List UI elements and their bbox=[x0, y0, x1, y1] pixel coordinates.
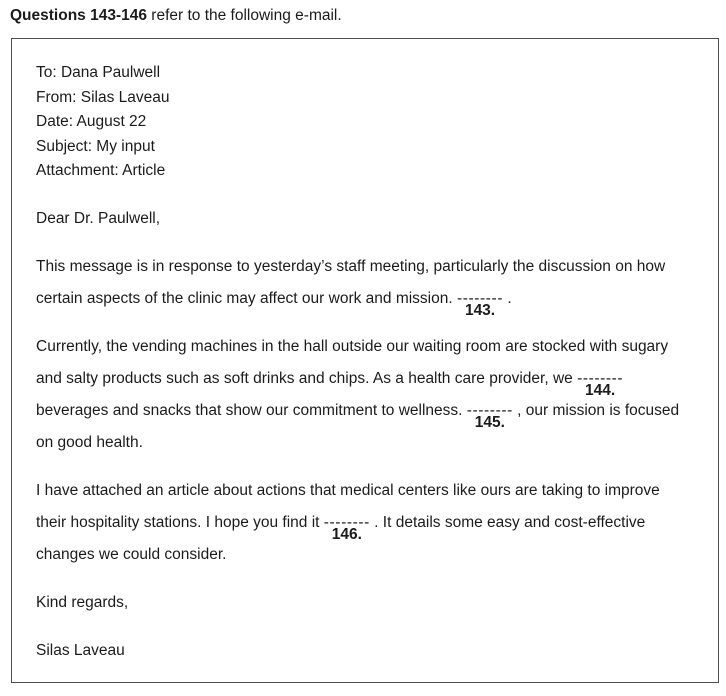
email-subject-line: Subject: My input bbox=[36, 137, 155, 155]
paragraph-2-line-2 bbox=[36, 363, 694, 399]
email-from-line: From: Silas Laveau bbox=[36, 88, 170, 106]
paragraph-1 bbox=[36, 251, 694, 319]
blank-143-dashes: -------- bbox=[456, 289, 504, 307]
closing bbox=[36, 587, 694, 619]
email-date-line: Date: August 22 bbox=[36, 113, 147, 130]
closing-line: Kind regards, bbox=[36, 593, 129, 611]
text-before-blank-146: their hospitality stations. I hope you find it bbox=[36, 513, 324, 531]
salutation bbox=[36, 203, 694, 235]
blank-145 bbox=[466, 395, 513, 431]
paragraph-1-line-2 bbox=[36, 283, 694, 319]
text-before-blank-145: beverages and snacks that show our commitment to wellness. bbox=[36, 401, 467, 419]
text-after-blank-146: . It details some easy and cost-effective bbox=[369, 513, 646, 531]
blank-146 bbox=[323, 507, 370, 543]
text-before-blank-144: and salty products such as soft drinks and chips. As a health care provider, we bbox=[36, 369, 578, 387]
paragraph-2-line-1: Currently, the vending machines in the hall outside our waiting room are stocked with sugary bbox=[36, 337, 669, 355]
paragraph-2-line-3 bbox=[36, 395, 694, 431]
paragraph-3-line-3: changes we could consider. bbox=[36, 545, 227, 563]
paragraph-1-line-1: This message is in response to yesterday’s staff meeting, particularly the discussion on how bbox=[36, 257, 666, 275]
question-number-146: 146. bbox=[331, 525, 362, 543]
question-number-143: 143. bbox=[464, 301, 496, 319]
question-instruction bbox=[10, 6, 726, 26]
signature-line: Silas Laveau bbox=[36, 641, 125, 659]
salutation-line: Dear Dr. Paulwell, bbox=[36, 209, 161, 227]
email-to-line: To: Dana Paulwell bbox=[36, 64, 161, 81]
email-box bbox=[11, 38, 719, 683]
email-attachment-line: Attachment: Article bbox=[36, 162, 166, 179]
blank-145-dashes: -------- bbox=[466, 401, 513, 419]
blank-144-dashes: -------- bbox=[577, 369, 624, 387]
question-number-145: 145. bbox=[474, 413, 505, 431]
text-after-blank-145: , our mission is focused bbox=[512, 401, 680, 419]
question-number-144: 144. bbox=[585, 381, 616, 399]
paragraph-3-line-2 bbox=[36, 507, 694, 543]
exam-page bbox=[0, 6, 726, 683]
instruction-text: refer to the following e-mail. bbox=[146, 7, 342, 24]
paragraph-2 bbox=[36, 331, 694, 459]
blank-146-dashes: -------- bbox=[323, 513, 370, 531]
text-after-blank-143: . bbox=[503, 289, 512, 307]
paragraph-2-line-4: on good health. bbox=[36, 433, 143, 451]
blank-144 bbox=[577, 363, 624, 399]
paragraph-3 bbox=[36, 475, 694, 571]
text-before-blank-143: certain aspects of the clinic may affect our work and mission. bbox=[36, 289, 457, 307]
question-range: Questions 143-146 bbox=[10, 7, 147, 24]
blank-143 bbox=[456, 283, 504, 319]
signature bbox=[36, 635, 694, 667]
paragraph-3-line-1: I have attached an article about actions that medical centers like ours are taking to improve bbox=[36, 481, 660, 499]
email-header bbox=[36, 61, 694, 184]
